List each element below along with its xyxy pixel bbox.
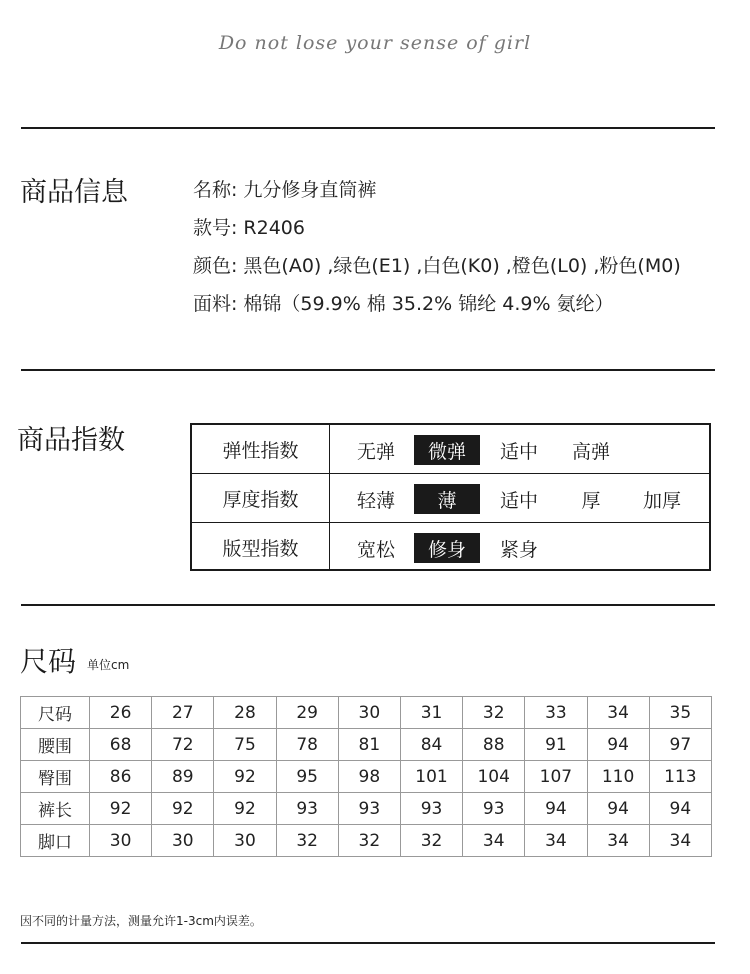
fit-option-loose: 宽松 [356, 538, 395, 561]
fit-label: 版型指数 [192, 523, 330, 571]
product-index-table [190, 423, 711, 571]
row-label: 尺码 [21, 697, 90, 729]
table-cell: 97 [649, 729, 711, 761]
table-cell: 93 [463, 793, 525, 825]
table-row [21, 825, 712, 857]
product-info-heading: 商品信息 [20, 177, 128, 208]
table-cell: 92 [90, 793, 152, 825]
product-fabric-line [193, 289, 614, 316]
table-cell: 30 [90, 825, 152, 857]
divider-middle [21, 369, 715, 371]
table-cell: 92 [214, 793, 276, 825]
table-cell: 110 [587, 761, 649, 793]
size-table [20, 696, 712, 857]
table-cell: 34 [525, 825, 587, 857]
table-cell: 113 [649, 761, 711, 793]
thickness-option-light: 轻薄 [356, 489, 395, 512]
table-cell: 93 [338, 793, 400, 825]
table-cell: 93 [276, 793, 338, 825]
table-cell: 30 [214, 825, 276, 857]
elasticity-option-none: 无弹 [356, 440, 395, 463]
fit-option-slim: 修身 [414, 533, 480, 563]
table-cell: 29 [276, 697, 338, 729]
table-cell: 84 [400, 729, 462, 761]
table-cell: 89 [152, 761, 214, 793]
table-cell: 93 [400, 793, 462, 825]
product-index-heading: 商品指数 [17, 425, 125, 456]
table-cell: 92 [152, 793, 214, 825]
table-cell: 92 [214, 761, 276, 793]
size-unit: 单位cm [87, 658, 130, 672]
product-color-key: 颜色: [193, 255, 238, 277]
table-cell: 94 [587, 729, 649, 761]
elasticity-row [192, 425, 709, 473]
thickness-option-thick: 厚 [581, 489, 601, 512]
table-cell: 33 [525, 697, 587, 729]
elasticity-option-high: 高弹 [571, 440, 610, 463]
measurement-note: 因不同的计量方法，测量允许1-3cm内误差。 [20, 914, 262, 928]
table-cell: 101 [400, 761, 462, 793]
table-cell: 72 [152, 729, 214, 761]
table-cell: 32 [276, 825, 338, 857]
table-cell: 94 [525, 793, 587, 825]
table-row [21, 697, 712, 729]
product-name-value: 九分修身直筒裤 [243, 179, 377, 201]
table-cell: 34 [463, 825, 525, 857]
product-color-value: 黑色(A0) ,绿色(E1) ,白色(K0) ,橙色(L0) ,粉色(M0) [243, 255, 681, 277]
thickness-option-medium: 适中 [499, 489, 538, 512]
table-cell: 26 [90, 697, 152, 729]
table-cell: 31 [400, 697, 462, 729]
table-cell: 32 [400, 825, 462, 857]
table-cell: 34 [587, 825, 649, 857]
table-cell: 68 [90, 729, 152, 761]
table-cell: 32 [338, 825, 400, 857]
table-cell: 98 [338, 761, 400, 793]
row-label: 脚口 [21, 825, 90, 857]
row-label: 臀围 [21, 761, 90, 793]
table-cell: 34 [649, 825, 711, 857]
table-cell: 86 [90, 761, 152, 793]
product-style-value: R2406 [243, 217, 305, 239]
table-cell: 34 [587, 697, 649, 729]
table-cell: 78 [276, 729, 338, 761]
thickness-option-extra-thick: 加厚 [642, 489, 681, 512]
table-row [21, 729, 712, 761]
table-cell: 28 [214, 697, 276, 729]
thickness-row [192, 473, 709, 522]
table-cell: 88 [463, 729, 525, 761]
table-cell: 95 [276, 761, 338, 793]
product-fabric-value: 棉锦（59.9% 棉 35.2% 锦纶 4.9% 氨纶） [243, 293, 614, 315]
row-label: 腰围 [21, 729, 90, 761]
table-cell: 107 [525, 761, 587, 793]
product-name-key: 名称: [193, 179, 238, 201]
table-cell: 94 [649, 793, 711, 825]
elasticity-option-slight: 微弹 [414, 435, 480, 465]
divider-bottom [21, 942, 715, 944]
script-title: Do not lose your sense of girl [218, 32, 532, 54]
fit-row [192, 522, 709, 571]
table-cell: 32 [463, 697, 525, 729]
thickness-option-thin: 薄 [414, 484, 480, 514]
divider-top [21, 127, 715, 129]
table-cell: 35 [649, 697, 711, 729]
table-cell: 104 [463, 761, 525, 793]
product-name-line [193, 175, 376, 202]
table-row [21, 793, 712, 825]
thickness-label: 厚度指数 [192, 474, 330, 522]
table-cell: 94 [587, 793, 649, 825]
fit-option-tight: 紧身 [499, 538, 538, 561]
table-cell: 91 [525, 729, 587, 761]
elasticity-option-medium: 适中 [499, 440, 538, 463]
product-style-key: 款号: [193, 217, 238, 239]
product-color-line [193, 251, 681, 278]
table-cell: 30 [152, 825, 214, 857]
divider-lower [21, 604, 715, 606]
table-cell: 75 [214, 729, 276, 761]
table-cell: 30 [338, 697, 400, 729]
row-label: 裤长 [21, 793, 90, 825]
size-heading: 尺码 [20, 645, 77, 678]
elasticity-label: 弹性指数 [192, 425, 330, 473]
table-row [21, 761, 712, 793]
table-cell: 27 [152, 697, 214, 729]
table-cell: 81 [338, 729, 400, 761]
product-fabric-key: 面料: [193, 293, 238, 315]
product-style-line [193, 213, 305, 240]
